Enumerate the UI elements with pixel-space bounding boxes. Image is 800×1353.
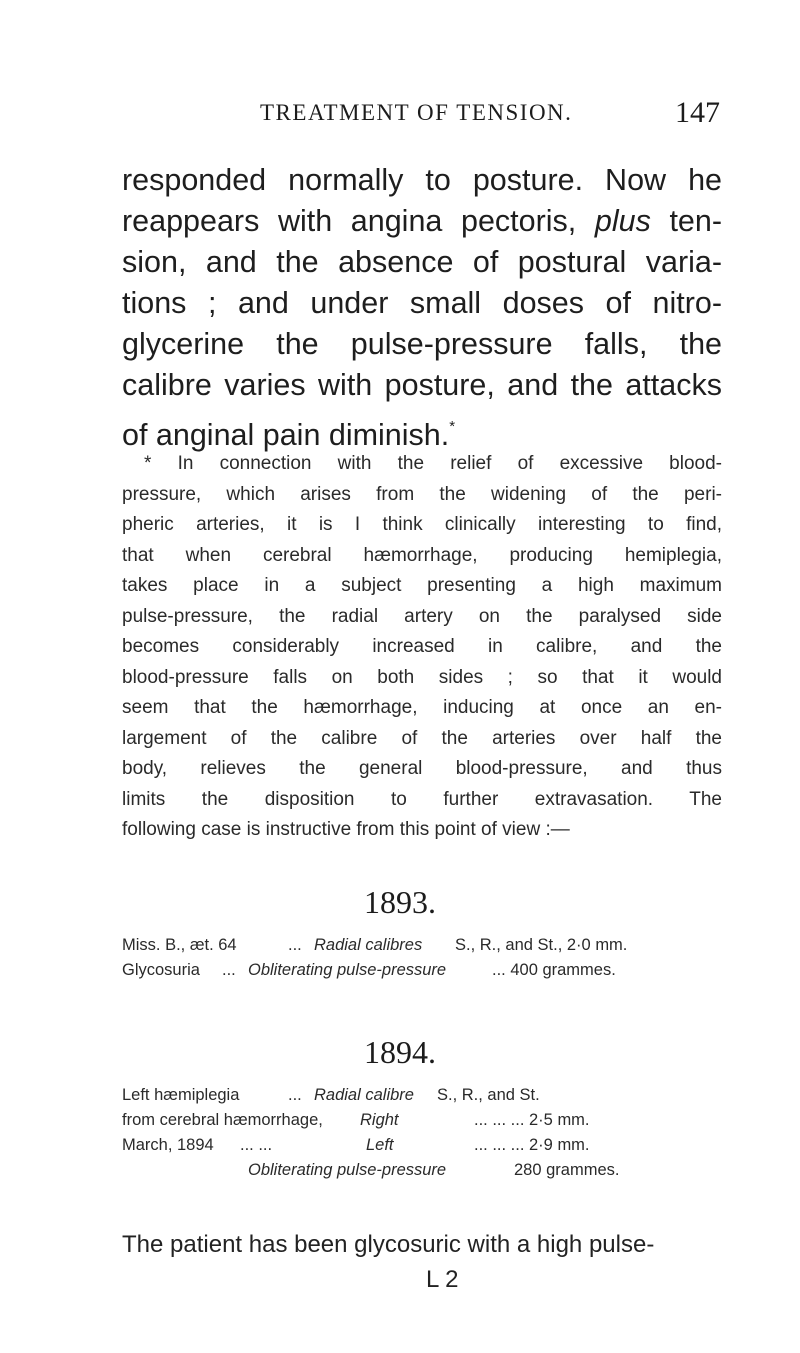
page-number: 147 [675,96,720,129]
footnote-line: pressure, which arises from the widening of the peri- [122,483,722,505]
footnote-line: takes place in a subject presenting a high maximum [122,575,722,596]
case-row: Obliterating pulse-pressure 280 grammes. [248,1161,620,1179]
footnote-line: seem that the hæmorrhage, inducing at once an en- [122,697,722,718]
case-table-1894 [122,1083,732,1183]
body-line: tions ; and under small doses of nitro- [122,286,722,320]
footnote-line: pulse-pressure, the radial artery on the paralysed side [122,605,722,627]
body-line: sion, and the absence of postural varia- [122,245,722,279]
footnote-line: that when cerebral hæmorrhage, producing hemiplegia, [122,544,722,566]
signature-mark: L 2 [426,1266,459,1293]
footnote-line: following case is instructive from this point of view :— [122,819,570,840]
main-paragraph [122,160,722,456]
case-row: Miss. B., æt. 64 ... Radial calibres S., R., and St., 2·0 mm. [122,936,628,954]
body-line: reappears with angina pectoris, plus ten- [122,204,722,238]
italic-word: plus [594,204,651,238]
footnote-line: * In connection with the relief of excessive blood- [144,453,722,474]
closing-line: The patient has been glycosuric with a high pulse- [122,1231,655,1258]
running-head [260,96,720,140]
running-title: TREATMENT OF TENSION. [260,100,573,125]
case-year-1893: 1893. [364,884,436,920]
case-row: Glycosuria ... Obliterating pulse-pressure ... 400 grammes. [122,961,616,979]
footnote-line: becomes considerably increased in calibre, and the [122,636,722,657]
footnote-line: body, relieves the general blood-pressure, and thus [122,758,722,779]
body-line: responded normally to posture. Now he [122,163,722,197]
body-line: calibre varies with posture, and the attacks [122,368,722,402]
footnote-line: blood-pressure falls on both sides ; so that it would [122,666,722,688]
case-row: from cerebral hæmorrhage, Right ... ... ... 2·5 mm. [122,1111,590,1129]
body-line: glycerine the pulse-pressure falls, the [122,327,722,361]
footnote-line: largement of the calibre of the arteries over half the [122,727,722,749]
footnote-line: limits the disposition to further extravasation. The [122,788,722,810]
body-line: of anginal pain diminish.* [122,418,456,452]
case-table-1893 [122,933,732,983]
footnote [122,449,722,846]
case-row: March, 1894 ... ... Left ... ... ... 2·9 mm. [122,1136,590,1154]
footnote-line: pheric arteries, it is I think clinically interesting to find, [122,514,722,535]
footnote-marker: * [449,418,456,435]
case-year-1894: 1894. [364,1034,436,1070]
case-row: Left hæmiplegia ... Radial calibre S., R., and St. [122,1086,540,1104]
